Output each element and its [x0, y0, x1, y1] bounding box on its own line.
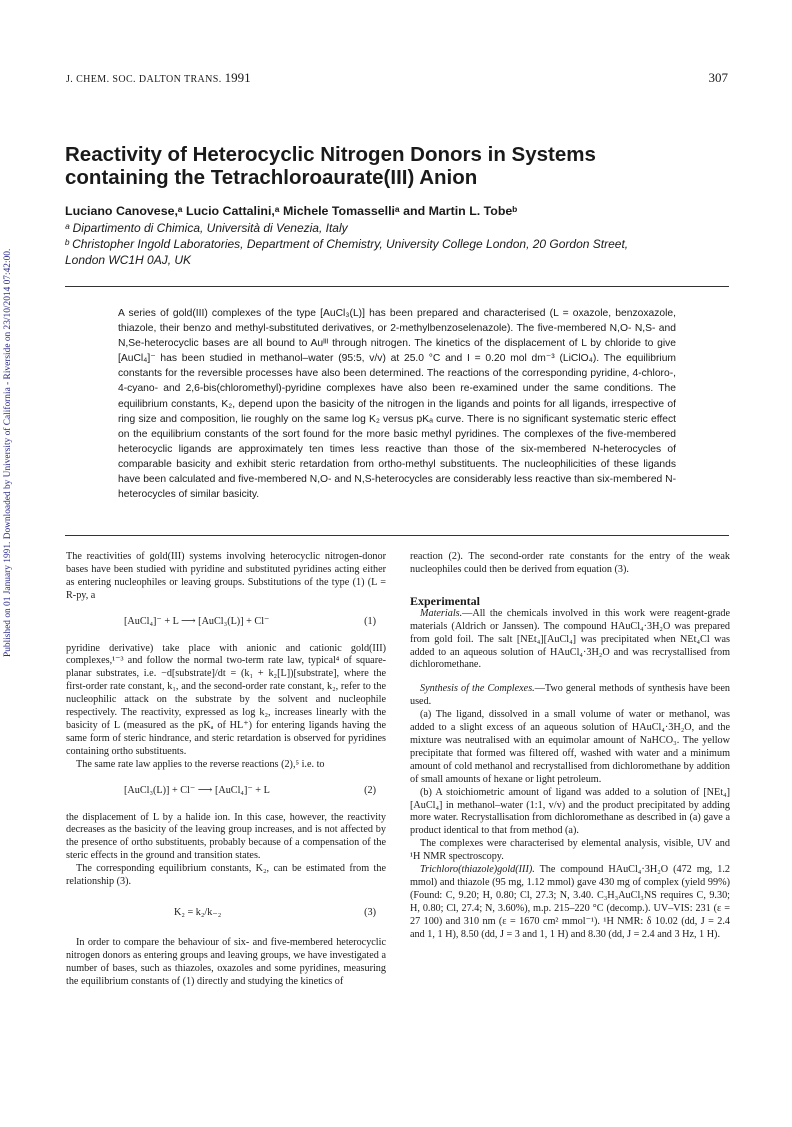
affiliation-ucl-line-2: London WC1H 0AJ, UK	[65, 252, 192, 267]
equation-1-number: (1)	[364, 615, 376, 627]
experimental-heading: Experimental	[410, 593, 480, 608]
intro-paragraph-3: The same rate law applies to the reverse reactions (2),⁵ i.e. to	[76, 758, 325, 770]
affiliation-ucl-line-1: ᵇ Christopher Ingold Laboratories, Department of Chemistry, University College London, 20 Gordon Street,	[65, 237, 629, 251]
materials-label: Materials.	[420, 607, 463, 619]
compound-text: The compound HAuCl₄·3H₂O (472 mg, 1.2 mmol) and thiazole (95 mg, 1.12 mmol) gave 430 mg of complex (yield 99%) (Found: C, 9.20; H, 0.80; Cl, 27.3; N, 3.40. C₃H₃AuCl₃NS requires C, 9.30; H, 0.80; Cl, 27.4; N, 3.60%), m.p. 215–220 °C (decomp.). UV–VIS: 231 (ε = 27 100) and 310 nm (ε = 1670 cm² mmol⁻¹). ¹H NMR: δ 10.02 (dd, J = 2.4 and 1, 1 H), 8.50 (dd, J = 3 and 1, 1 H) and 8.30 (dd, J = 2.4 and 3 Hz, 1 H).	[410, 864, 730, 940]
compound-paragraph	[410, 864, 730, 941]
journal-year: 1991	[224, 70, 251, 85]
page-number: 307	[708, 70, 728, 85]
intro-paragraph-6: In order to compare the behaviour of six- and five-membered heterocyclic nitrogen donors as entering groups and leaving groups, we have investigated a number of bases, such as thiazoles, oxazoles and some pyridines, measuring the equilibrium constants of (1) directly and studying the kinetics of	[66, 936, 386, 987]
right-column	[410, 551, 730, 941]
compound-label: Trichloro(thiazole)gold(III).	[420, 864, 535, 876]
abstract-bottom-rule	[65, 535, 729, 536]
equation-2-number: (2)	[364, 784, 376, 796]
synthesis-paragraph	[410, 683, 730, 709]
method-a-paragraph: (a) The ligand, dissolved in a small volume of water or methanol, was added to a slight excess of an aqueous solution of HAuCl₄·3H₂O, and the mixture was neutralised with an equimolar amount of NaHCO₃. The yellow precipitate that formed was filtered off, washed with water and a minimum amount of cold methanol and recrystallised from dichloromethane by addition of small amounts of hexane or light petroleum.	[410, 709, 730, 785]
affiliation-ucl	[65, 237, 745, 268]
equation-3	[66, 907, 386, 920]
method-b-paragraph: (b) A stoichiometric amount of ligand was added to a solution of [NEt₄][AuCl₄] in methanol–water (1:1, v/v) and the product precipitated by adding more water. Recrystallisation from dichloromethane as described in (a) gave a product identical to that from method (a).	[410, 786, 730, 837]
intro-paragraph-5: The corresponding equilibrium constants, K₂, can be estimated from the relationship (3).	[66, 863, 386, 888]
title-line-2: containing the Tetrachloroaurate(III) Anion	[65, 166, 478, 189]
equation-2-formula: [AuCl₃(L)] + Cl⁻ ⟶ [AuCl₄]⁻ + L	[124, 784, 270, 796]
equation-3-number: (3)	[364, 906, 376, 918]
affiliation-venezia: ᵃ Dipartimento di Chimica, Università di Venezia, Italy	[65, 221, 348, 235]
left-column	[66, 551, 386, 988]
equation-3-formula: K₂ = k₂/k₋₂	[174, 906, 222, 918]
article-title	[65, 143, 725, 189]
equation-1-formula: [AuCl₄]⁻ + L ⟶ [AuCl₃(L)] + Cl⁻	[124, 615, 270, 627]
materials-text: —All the chemicals involved in this work were reagent-grade materials (Aldrich or Janssen). The compound HAuCl₄·3H₂O was prepared from gold foil. The salt [NEt₄][AuCl₄] was precipitated when NEt₄Cl was added to an aqueous solution of HAuCl₄·3H₂O and was recrystallised from dichloromethane.	[410, 607, 730, 671]
continuation-paragraph: reaction (2). The second-order rate constants for the entry of the weak nucleophiles could then be derived from equation (3).	[410, 551, 730, 575]
intro-paragraph-1: The reactivities of gold(III) systems involving heterocyclic nitrogen-donor bases have been studied with pyridine and substituted pyridines acting either as entering nucleophiles or leaving groups. Substitutions of the type (1) (L = R-py, a	[66, 551, 386, 601]
intro-paragraph-2: pyridine derivative) take place with anionic and cationic gold(III) complexes,¹⁻³ and follow the normal two-term rate law, typical⁴ of square-planar substrates, i.e. −d[substrate]/dt = (k₁ + k₂[L])[substrate], where the first-order rate constant, k₁, and the second-order rate constant, k₂, refer to the nucleophilic attack on the substrate by the solvent and nucleophile respectively. The reactivity, expressed as log k₂, increases linearly with the basicity of L (measured as the pKₐ of HL⁺) for entering ligands having the same form of steric hindrance, and steric retardation is observed for pyridines containing ortho substituents.	[66, 642, 386, 757]
author-list: Luciano Canovese,ᵃ Lucio Cattalini,ᵃ Michele Tomasselliᵃ and Martin L. Tobeᵇ	[65, 204, 518, 218]
abstract-top-rule	[65, 286, 729, 287]
journal-name: J. CHEM. SOC. DALTON TRANS.	[66, 74, 222, 85]
characterisation-paragraph: The complexes were characterised by elemental analysis, visible, UV and ¹H NMR spectroscopy.	[410, 838, 730, 863]
abstract: A series of gold(III) complexes of the type [AuCl₃(L)] has been prepared and characterised (L = oxazole, benzoxazole, thiazole, their benzo and methyl-substituted derivatives, or 2-methylbenzoselenazole). The five-membered N,O- N,S- and N,Se-heterocyclic bases are all bound to Auᴵᴵᴵ through nitrogen. The kinetics of the displacement of L by chloride to give [AuCl₄]⁻ has been studied in methanol–water (95:5, v/v) at 25.0 °C and I = 0.20 mol dm⁻³ (LiClO₄). The equilibrium constants for the reversible processes have also been determined. The reactions of the corresponding pyridine, 4-chloro-, 4-cyano- and 2,6-bis(chloromethyl)-pyridine complexes have also been re-examined under the same conditions. The equilibrium constants, K₂, depend upon the basicity of the nitrogen in the ligands and points for all ligands, irrespective of ring size and composition, lie roughly on the same log K₂ versus pKₐ curve. There is no significant systematic steric effect on the equilibrium constants of the sort found for the more basic methyl pyridines. The complexes of the five-membered heterocyclic ligands are approximately ten times less reactive than those of the six-membered N-heterocycles of comparable basicity and exhibit steric retardation from ortho-methyl substituents. The nucleophilicities of these ligands have been calculated and five-membered N,O- and N,S-heterocycles are considerably less reactive than six-membered N-heterocycles of similar basicity.	[118, 308, 677, 501]
download-provenance-note: Published on 01 January 1991. Downloaded by University of California - Riverside on 23/10/2014 07:42:00.	[3, 248, 13, 658]
equation-2	[66, 785, 386, 798]
title-line-1: Reactivity of Heterocyclic Nitrogen Donors in Systems	[65, 143, 596, 166]
synthesis-label: Synthesis of the Complexes.	[420, 683, 535, 695]
running-header	[66, 70, 251, 86]
materials-paragraph	[410, 608, 730, 673]
synthesis-text: —Two general methods of synthesis have been used.	[410, 683, 730, 708]
equation-1	[66, 616, 386, 629]
intro-paragraph-4: the displacement of L by a halide ion. In this case, however, the reactivity decreases as the basicity of the leaving group increases, and is not affected by the presence of ortho substituents, probably because of a compensation of the steric effects in the ground and transition states.	[66, 811, 386, 862]
